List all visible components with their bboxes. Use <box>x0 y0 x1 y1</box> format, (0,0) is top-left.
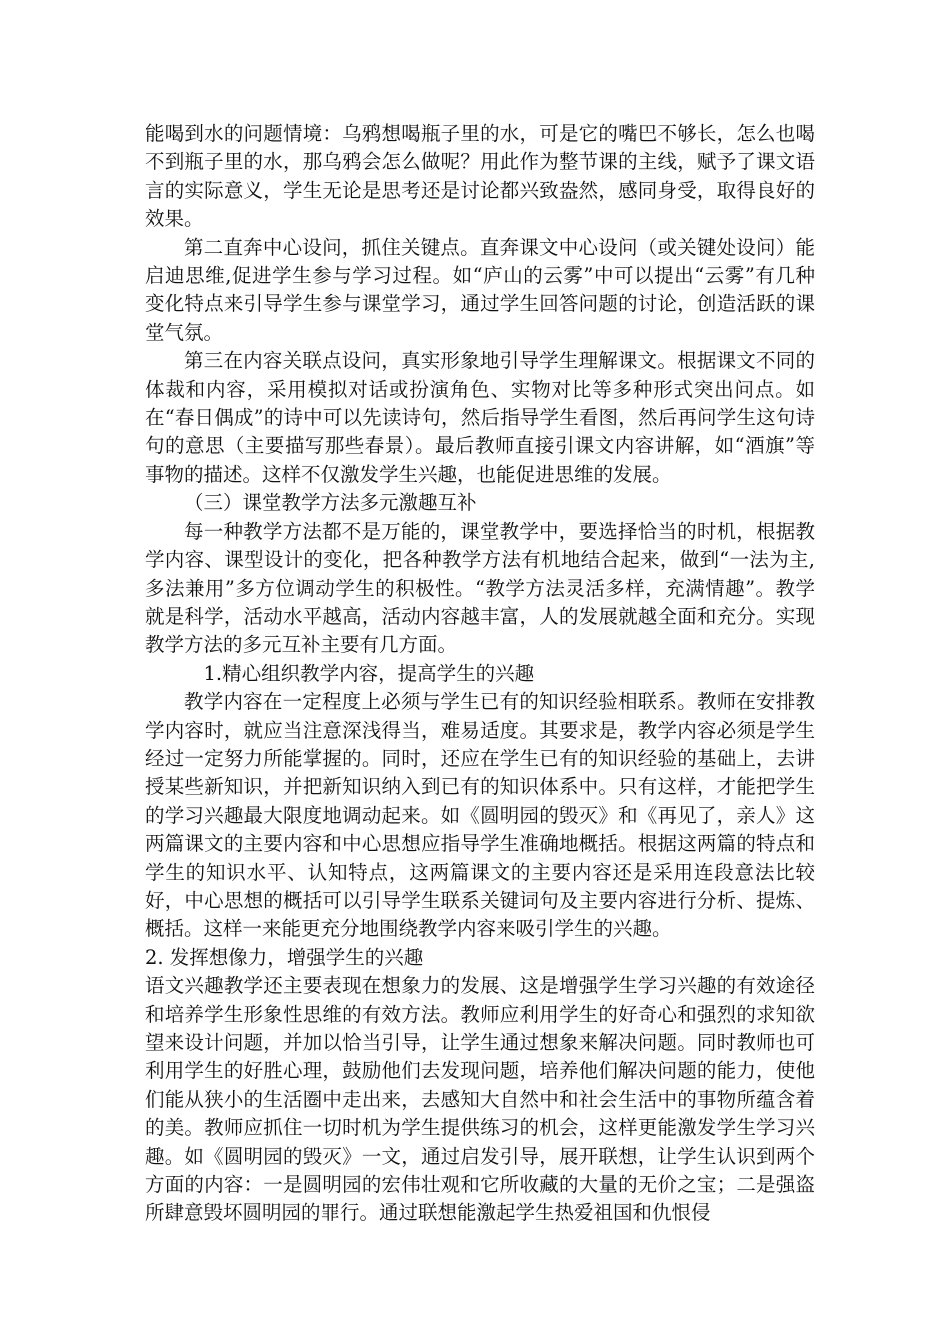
section-heading-3: （三）课堂教学方法多元激趣互补 <box>184 491 477 515</box>
paragraph-p2: 第二直奔中心设问，抓住关键点。直奔课文中心设问（或关键处设问）能启迪思维,促进学生参与学习过程。如“庐山的云雾”中可以提出“云雾”有几种变化特点来引导学生参与课堂学习，通过学生回答问题的讨论，创造活跃的课堂气氛。 <box>145 235 815 344</box>
paragraph-p7: 教学内容在一定程度上必须与学生已有的知识经验相联系。教师在安排教学内容时，就应当注意深浅得当，难易适度。其要求是，教学内容必须是学生经过一定努力所能掌握的。同时，还应在学生已有的知识经验的基础上，去讲授某些新知识，并把新知识纳入到已有的知识体系中。只有这样，才能把学生的学习兴趣最大限度地调动起来。如《圆明园的毁灭》和《再见了，亲人》这两篇课文的主要内容和中心思想应指导学生准确地概括。根据这两篇的特点和学生的知识水平、认知特点，这两篇课文的主要内容还是采用连段意法比较好，中心思想的概括可以引导学生联系关键词句及主要内容进行分析、提炼、概括。这样一来能更充分地围绕教学内容来吸引学生的兴趣。 <box>145 690 815 941</box>
subheading-2: 2. 发挥想像力，增强学生的兴趣 <box>145 945 424 969</box>
paragraph-p3: 第三在内容关联点设问，真实形象地引导学生理解课文。根据课文不同的体裁和内容，采用模拟对话或扮演角色、实物对比等多种形式突出问点。如在“春日偶成”的诗中可以先读诗句，然后指导学生看图，然后再问学生这句诗句的意思（主要描写那些春景）。最后教师直接引课文内容讲解，如“酒旗”等事物的描述。这样不仅激发学生兴趣，也能促进思维的发展。 <box>145 349 815 486</box>
paragraph-p5: 每一种教学方法都不是万能的，课堂教学中，要选择恰当的时机，根据教学内容、课型设计的变化，把各种教学方法有机地结合起来，做到“一法为主,多法兼用”多方位调动学生的积极性。“教学方法灵活多样，充满情趣”。教学就是科学，活动水平越高，活动内容越丰富，人的发展就越全面和充分。实现教学方法的多元互补主要有几方面。 <box>145 519 815 657</box>
paragraph-p9: 语文兴趣教学还主要表现在想象力的发展、这是增强学生学习兴趣的有效途径和培养学生形象性思维的有效方法。教师应利用学生的好奇心和强烈的求知欲望来设计问题，并加以恰当引导，让学生通过想象来解决问题。同时教师也可利用学生的好胜心理，鼓励他们去发现问题，培养他们解决问题的能力，使他们能从狭小的生活圈中走出来，去感知大自然中和社会生活中的事物所蕴含着的美。教师应抓住一切时机为学生提供练习的机会，这样更能激发学生学习兴趣。如《圆明园的毁灭》一文，通过启发引导，展开联想，让学生认识到两个方面的内容：一是圆明园的宏伟壮观和它所收藏的大量的无价之宝；二是强盗所肆意毁坏圆明园的罪行。通过联想能激起学生热爱祖国和仇恨侵 <box>145 974 815 1225</box>
paragraph-p1: 能喝到水的问题情境：乌鸦想喝瓶子里的水，可是它的嘴巴不够长，怎么也喝不到瓶子里的水，那乌鸦会怎么做呢？用此作为整节课的主线，赋予了课文语言的实际意义，学生无论是思考还是讨论都兴致盎然，感同身受，取得良好的效果。 <box>145 122 815 231</box>
document-body <box>145 120 815 1228</box>
subheading-1: 1.精心组织教学内容，提高学生的兴趣 <box>203 661 535 685</box>
